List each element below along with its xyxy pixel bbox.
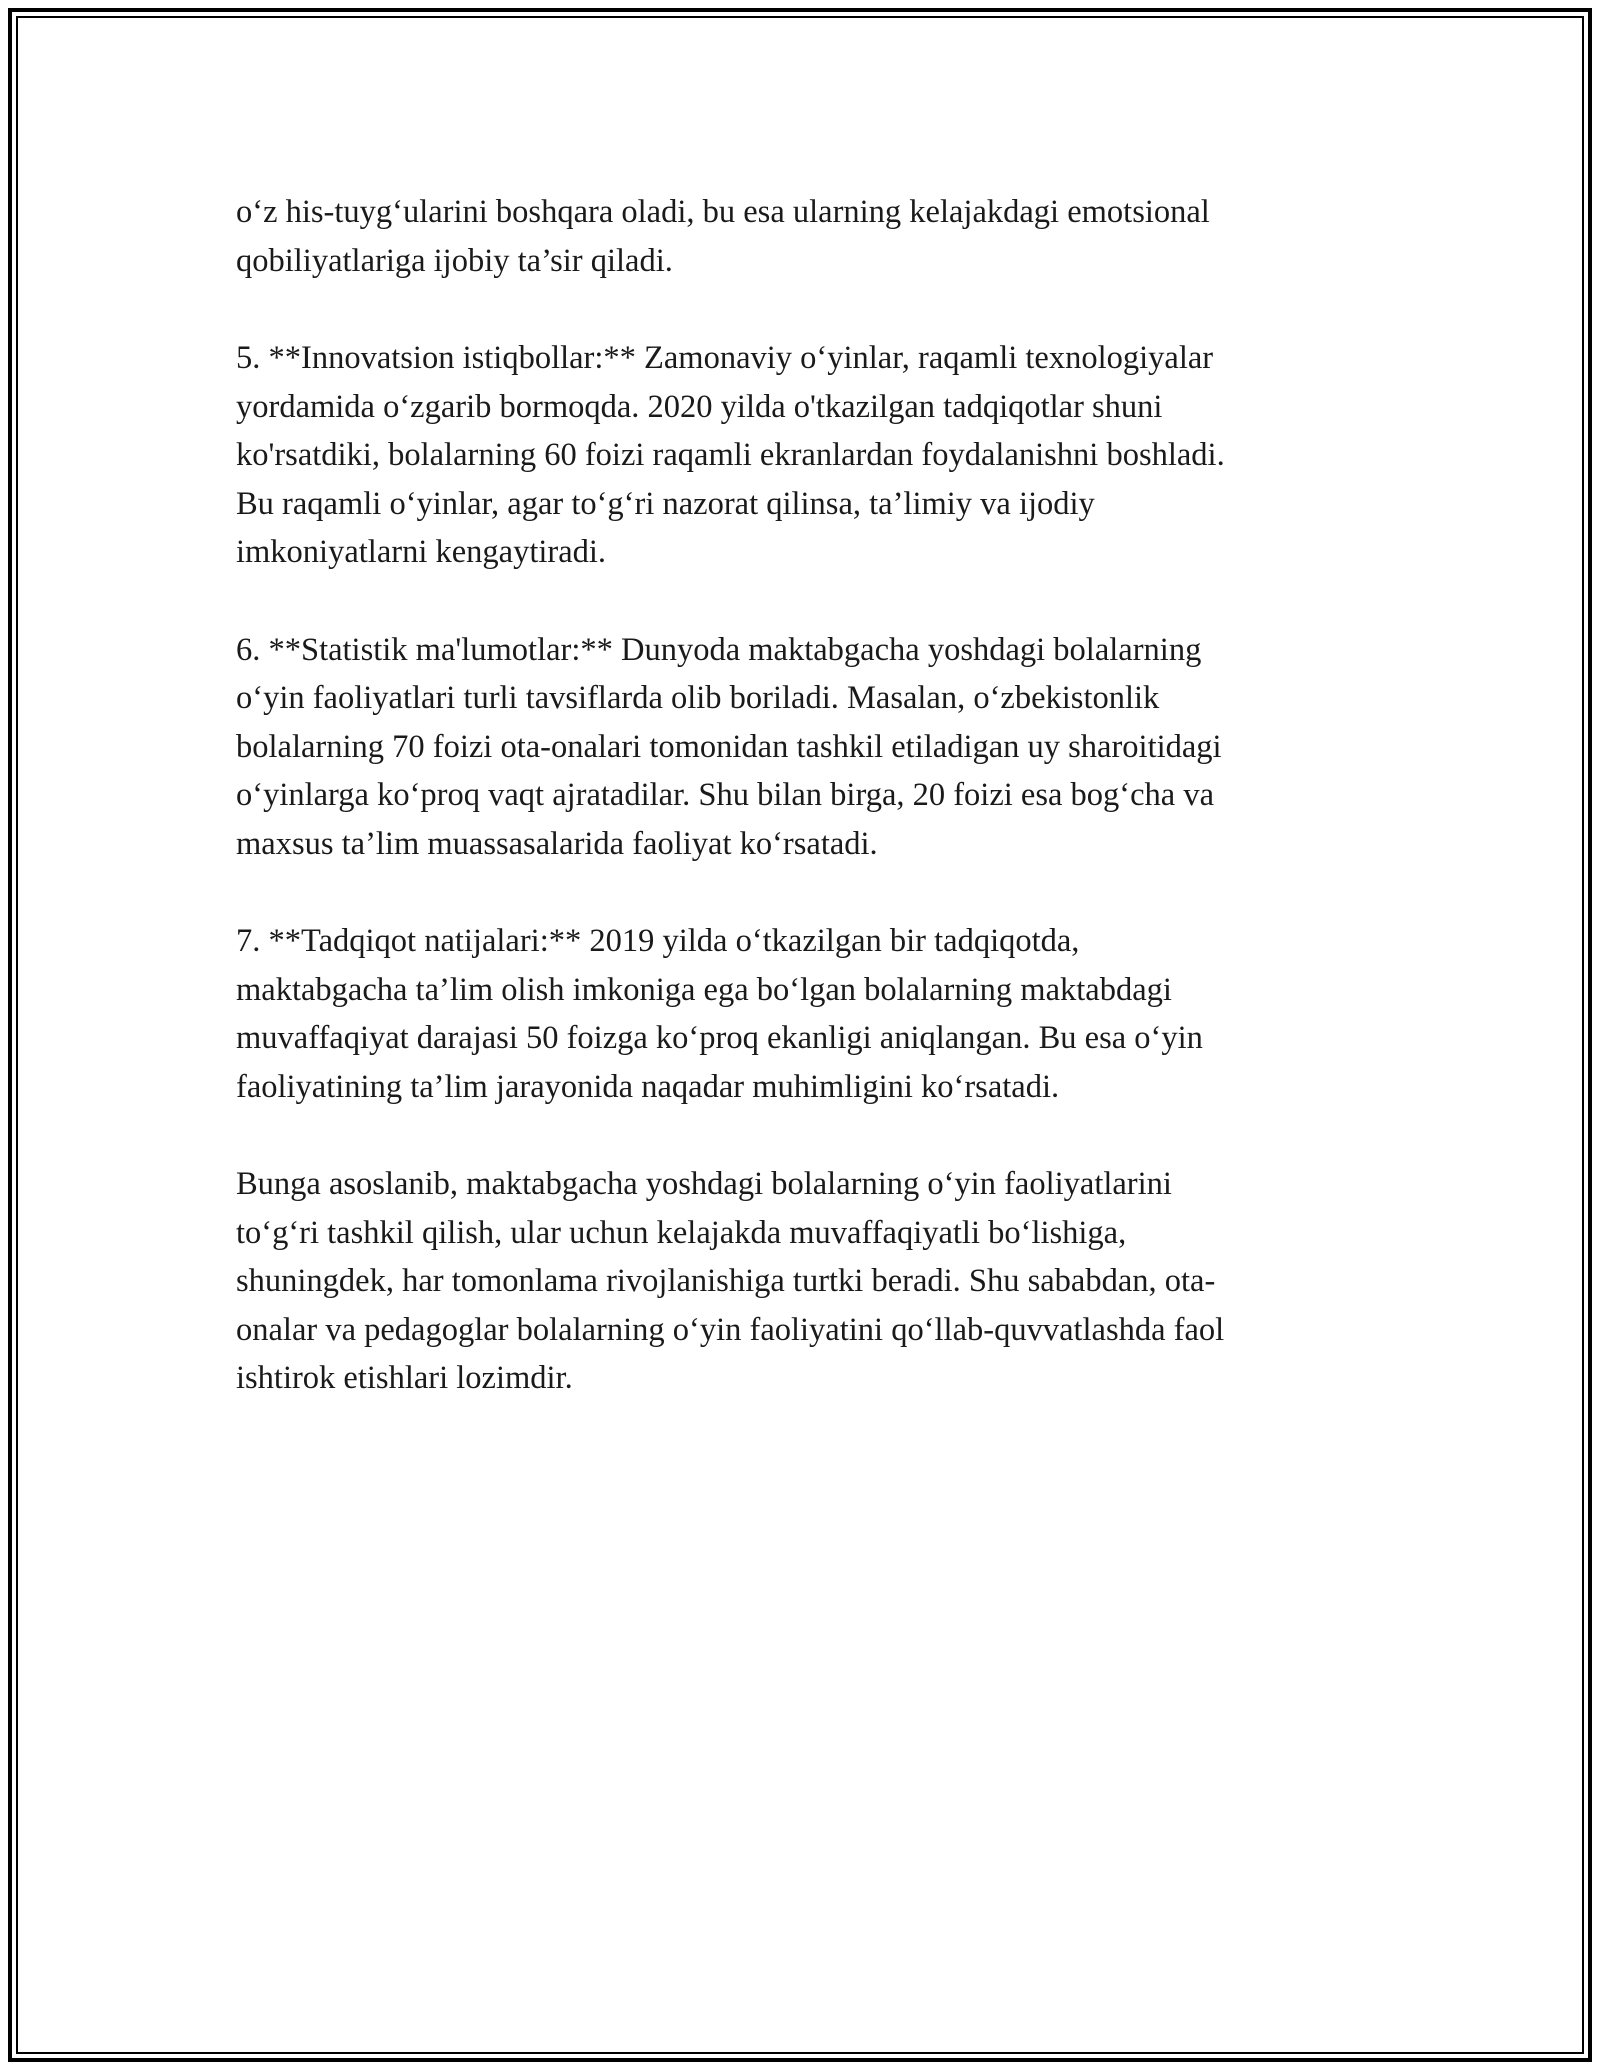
paragraph-statistical-data: 6. **Statistik ma'lumotlar:** Dunyoda maktabgacha yoshdagi bolalarning o‘yin faoliyatlari turli tavsiflarda olib boriladi. Masalan, o‘zbekistonlik bolalarning 70 foizi ota-onalari tomonidan tashkil etiladigan uy sharoitidagi o‘yinlarga ko‘proq vaqt ajratadilar. Shu bilan birga, 20 foizi esa bog‘cha va maxsus ta’lim muassasalarida faoliyat ko‘rsatadi. xyxy=(236,631,1222,862)
document-body xyxy=(236,188,1360,1452)
paragraph-research-results: 7. **Tadqiqot natijalari:** 2019 yilda o‘tkazilgan bir tadqiqotda, maktabgacha ta’lim olish imkoniga ega bo‘lgan bolalarning maktabdagi muvaffaqiyat darajasi 50 foizga ko‘proq ekanligi aniqlangan. Bu esa o‘yin faoliyatining ta’lim jarayonida naqadar muhimligini ko‘rsatadi. xyxy=(236,923,1203,1105)
paragraph-intro-continuation: o‘z his-tuyg‘ularini boshqara oladi, bu esa ularning kelajakdagi emotsional qobiliyatlariga ijobiy ta’sir qiladi. xyxy=(236,194,1210,279)
paragraph-conclusion: Bunga asoslanib, maktabgacha yoshdagi bolalarning o‘yin faoliyatlarini to‘g‘ri tashkil qilish, ular uchun kelajakda muvaffaqiyatli bo‘lishiga, shuningdek, har tomonlama rivojlanishiga turtki beradi. Shu sababdan, ota- onalar va pedagoglar bolalarning o‘yin faoliyatini qo‘llab-quvvatlashda faol ishtirok etishlari lozimdir. xyxy=(236,1166,1225,1396)
paragraph-innovation-prospects: 5. **Innovatsion istiqbollar:** Zamonaviy o‘yinlar, raqamli texnologiyalar yordamida o‘zgarib bormoqda. 2020 yilda o'tkazilgan tadqiqotlar shuni ko'rsatdiki, bolalarning 60 foizi raqamli ekranlardan foydalanishni boshladi. Bu raqamli o‘yinlar, agar to‘g‘ri nazorat qilinsa, ta’limiy va ijodiy imkoniyatlarni kengaytiradi. xyxy=(236,340,1225,570)
